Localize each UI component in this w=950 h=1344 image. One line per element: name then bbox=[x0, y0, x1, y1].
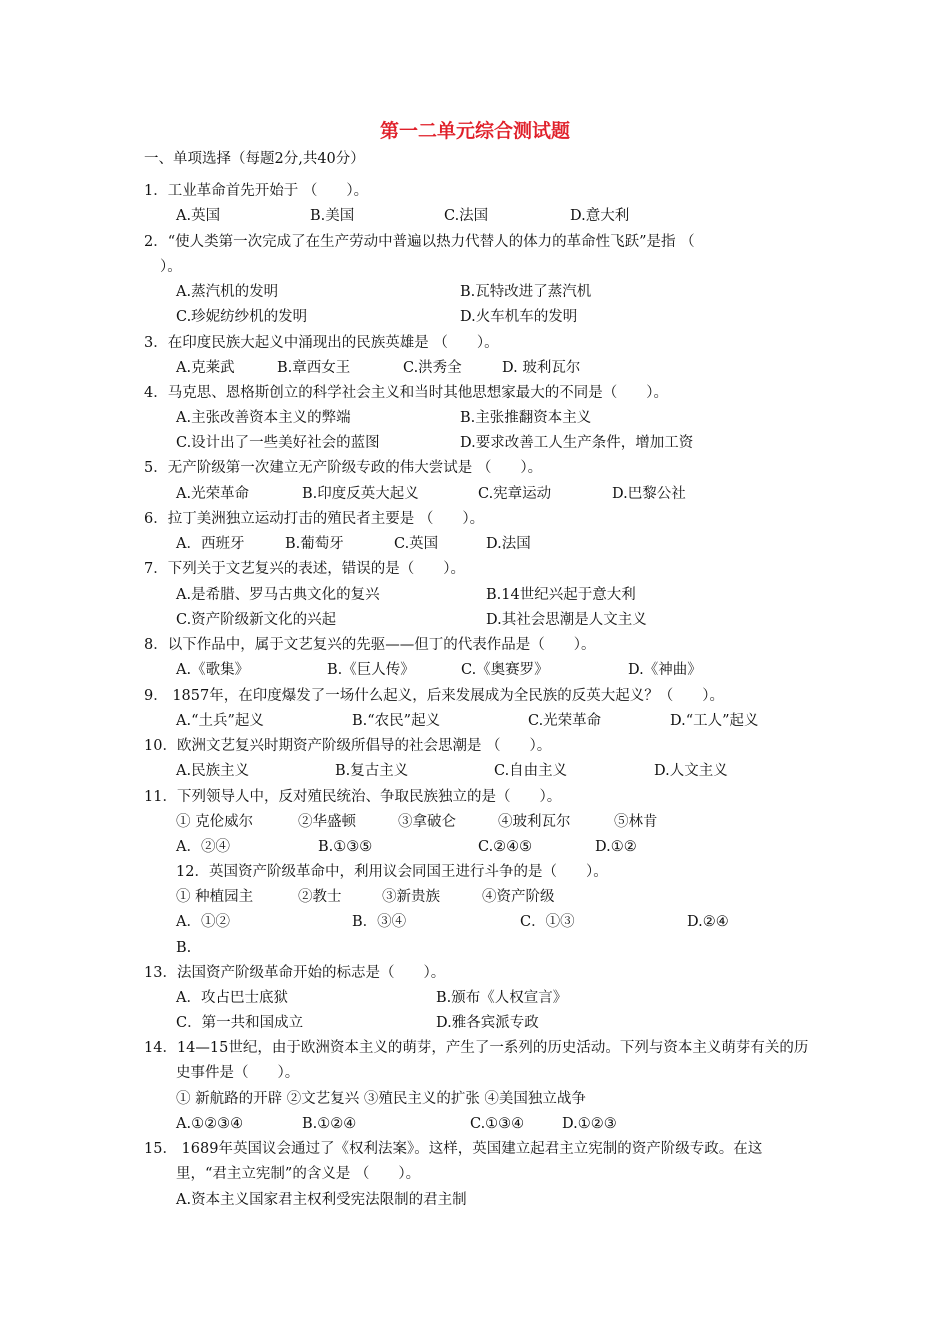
q10-option-c: C.自由主义 bbox=[494, 763, 568, 779]
question-15-text: 15． 1689年英国议会通过了《权利法案》。这样，英国建立起君主立宪制的资产阶级专政。在这里，“君主立宪制”的含义是 （ ）。 bbox=[144, 1141, 763, 1182]
q10-option-b: B.复古主义 bbox=[335, 763, 409, 779]
q6-option-b: B.葡萄牙 bbox=[285, 536, 344, 552]
q1-option-a: A.英国 bbox=[176, 208, 221, 224]
q11-item-5: ⑤林肯 bbox=[614, 814, 658, 830]
q4-option-c: C.设计出了一些美好社会的蓝图 bbox=[176, 435, 380, 451]
question-14 bbox=[144, 1036, 810, 1086]
q4-option-d: D.要求改善工人生产条件，增加工资 bbox=[460, 435, 694, 451]
q3-option-c: C.洪秀全 bbox=[403, 360, 462, 376]
q2-option-d: D.火车机车的发明 bbox=[460, 309, 578, 325]
question-5: 5．无产阶级第一次建立无产阶级专政的伟大尝试是 （ ）。 bbox=[144, 460, 543, 476]
q4-option-a: A.主张改善资本主义的弊端 bbox=[176, 410, 351, 426]
q5-option-b: B.印度反英大起义 bbox=[302, 486, 419, 502]
q14-option-b: B.①②④ bbox=[302, 1116, 357, 1132]
q14-option-c: C.①③④ bbox=[470, 1116, 525, 1132]
q1-option-d: D.意大利 bbox=[570, 208, 630, 224]
q11-option-a: A．②④ bbox=[176, 839, 230, 855]
q12-item-4: ④资产阶级 bbox=[482, 889, 555, 905]
q5-option-a: A.光荣革命 bbox=[176, 486, 250, 502]
q3-option-a: A.克莱武 bbox=[176, 360, 235, 376]
question-15 bbox=[144, 1137, 810, 1187]
q10-option-a: A.民族主义 bbox=[176, 763, 250, 779]
q12-extra: B. bbox=[176, 940, 192, 956]
q6-option-d: D.法国 bbox=[486, 536, 531, 552]
question-10: 10．欧洲文艺复兴时期资产阶级所倡导的社会思潮是 （ ）。 bbox=[144, 738, 552, 754]
question-1: 1．工业革命首先开始于 （ ）。 bbox=[144, 183, 369, 199]
q8-option-c: C.《奥赛罗》 bbox=[461, 662, 549, 678]
q11-option-c: C.②④⑤ bbox=[478, 839, 533, 855]
q12-item-3: ③新贵族 bbox=[382, 889, 440, 905]
q14-items: ① 新航路的开辟 ②文艺复兴 ③殖民主义的扩张 ④美国独立战争 bbox=[176, 1091, 586, 1107]
q15-option-a: A.资本主义国家君主权利受宪法限制的君主制 bbox=[176, 1192, 467, 1208]
q12-item-1: ① 种植园主 bbox=[176, 889, 254, 905]
q13-option-b: B.颁布《人权宣言》 bbox=[436, 990, 568, 1006]
q2-option-c: C.珍妮纺纱机的发明 bbox=[176, 309, 308, 325]
q4-option-b: B.主张推翻资本主义 bbox=[460, 410, 592, 426]
q8-option-a: A.《歌集》 bbox=[176, 662, 250, 678]
q13-option-c: C．第一共和国成立 bbox=[176, 1015, 304, 1031]
question-11: 11．下列领导人中，反对殖民统治、争取民族独立的是（ ）。 bbox=[144, 789, 562, 805]
q14-option-d: D.①②③ bbox=[562, 1116, 617, 1132]
question-13: 13．法国资产阶级革命开始的标志是（ ）。 bbox=[144, 965, 446, 981]
question-2: 2．“使人类第一次完成了在生产劳动中普遍以热力代替人的体力的革命性飞跃”是指 （ bbox=[144, 234, 695, 250]
q12-option-b: B．③④ bbox=[352, 914, 407, 930]
page-title: 第一二单元综合测试题 bbox=[379, 120, 570, 142]
q1-option-b: B.美国 bbox=[310, 208, 355, 224]
q10-option-d: D.人文主义 bbox=[654, 763, 728, 779]
q11-item-3: ③拿破仑 bbox=[398, 814, 456, 830]
q11-option-d: D.①② bbox=[595, 839, 637, 855]
question-8: 8．以下作品中，属于文艺复兴的先驱——但丁的代表作品是（ ）。 bbox=[144, 637, 596, 653]
question-9: 9． 1857年，在印度爆发了一场什么起义，后来发展成为全民族的反英大起义？（ ）。 bbox=[144, 688, 724, 704]
question-7: 7．下列关于文艺复兴的表述，错误的是（ ）。 bbox=[144, 561, 465, 577]
q7-option-a: A.是希腊、罗马古典文化的复兴 bbox=[176, 587, 380, 603]
q12-item-2: ②教士 bbox=[298, 889, 342, 905]
q13-option-a: A．攻占巴士底狱 bbox=[176, 990, 288, 1006]
q14-option-a: A.①②③④ bbox=[176, 1116, 244, 1132]
q8-option-b: B.《巨人传》 bbox=[327, 662, 415, 678]
q7-option-c: C.资产阶级新文化的兴起 bbox=[176, 612, 337, 628]
q9-option-d: D.“工人”起义 bbox=[670, 713, 759, 729]
q11-option-b: B.①③⑤ bbox=[318, 839, 373, 855]
q1-option-c: C.法国 bbox=[444, 208, 489, 224]
q9-option-b: B.“农民”起义 bbox=[352, 713, 441, 729]
section-heading: 一、单项选择（每题2分,共40分） bbox=[144, 151, 365, 167]
q12-option-a: A．①② bbox=[176, 914, 230, 930]
question-2-cont: ）。 bbox=[160, 259, 182, 275]
q5-option-d: D.巴黎公社 bbox=[612, 486, 686, 502]
q7-option-d: D.其社会思潮是人文主义 bbox=[486, 612, 647, 628]
q5-option-c: C.宪章运动 bbox=[478, 486, 552, 502]
q3-option-d: D. 玻利瓦尔 bbox=[502, 360, 581, 376]
question-4: 4．马克思、恩格斯创立的科学社会主义和当时其他思想家最大的不同是（ ）。 bbox=[144, 385, 668, 401]
q9-option-a: A.“土兵”起义 bbox=[176, 713, 264, 729]
q7-option-b: B.14世纪兴起于意大利 bbox=[486, 587, 636, 603]
q6-option-a: A．西班牙 bbox=[176, 536, 245, 552]
question-6: 6．拉丁美洲独立运动打击的殖民者主要是 （ ）。 bbox=[144, 511, 485, 527]
q11-item-1: ① 克伦威尔 bbox=[176, 814, 254, 830]
q13-option-d: D.雅各宾派专政 bbox=[436, 1015, 539, 1031]
q2-option-b: B.瓦特改进了蒸汽机 bbox=[460, 284, 592, 300]
question-14-text: 14．14—15世纪，由于欧洲资本主义的萌芽，产生了一系列的历史活动。下列与资本主义萌芽有关的历史事件是（ ）。 bbox=[144, 1040, 809, 1081]
q12-option-c: C．①③ bbox=[520, 914, 575, 930]
q9-option-c: C.光荣革命 bbox=[528, 713, 602, 729]
q12-option-d: D.②④ bbox=[687, 914, 729, 930]
q2-option-a: A.蒸汽机的发明 bbox=[176, 284, 279, 300]
q6-option-c: C.英国 bbox=[394, 536, 439, 552]
q8-option-d: D.《神曲》 bbox=[628, 662, 702, 678]
q11-item-4: ④玻利瓦尔 bbox=[498, 814, 571, 830]
q3-option-b: B.章西女王 bbox=[277, 360, 351, 376]
question-3: 3．在印度民族大起义中涌现出的民族英雄是 （ ）。 bbox=[144, 335, 499, 351]
question-12: 12．英国资产阶级革命中，利用议会同国王进行斗争的是（ ）。 bbox=[176, 864, 608, 880]
q11-item-2: ②华盛顿 bbox=[298, 814, 356, 830]
